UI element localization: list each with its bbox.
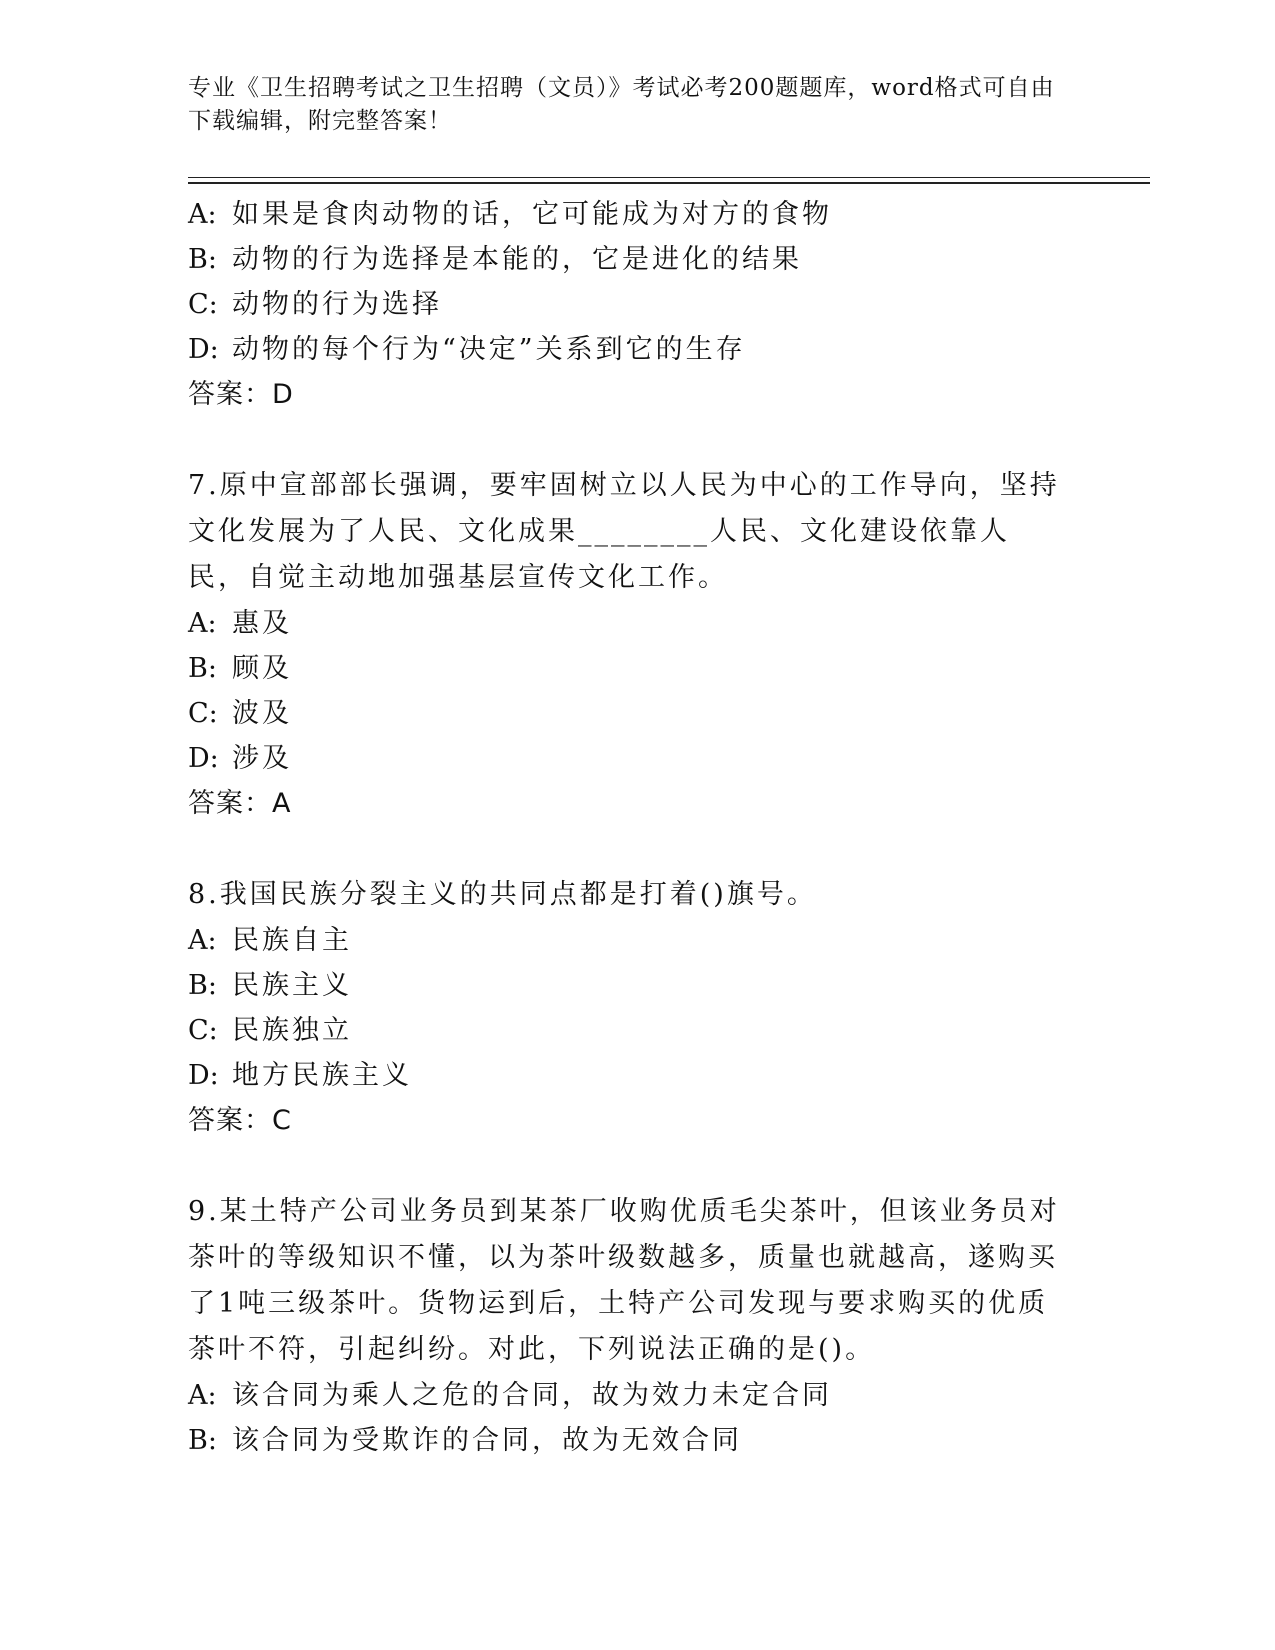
option-text: 如果是食肉动物的话，它可能成为对方的食物 (232, 199, 832, 230)
option-letter: B: (188, 1425, 217, 1456)
header-rule-thin (188, 177, 1150, 178)
option-text: 民族主义 (232, 970, 352, 1001)
question-7 (188, 463, 1068, 826)
option-a (188, 918, 1068, 963)
option-a (188, 192, 1068, 237)
answer-line: 答案：A (188, 788, 292, 819)
option-b (188, 237, 1068, 282)
option-b (188, 1418, 1068, 1463)
question-6 (188, 192, 1068, 417)
option-c (188, 282, 1068, 327)
option-letter: A: (188, 608, 217, 639)
option-d (188, 736, 1068, 781)
option-b (188, 646, 1068, 691)
option-text: 动物的行为选择 (232, 289, 442, 320)
question-stem: 7.原中宣部部长强调，要牢固树立以人民为中心的工作导向，坚持文化发展为了人民、文化成果________人民、文化建设依靠人民，自觉主动地加强基层宣传文化工作。 (188, 470, 1060, 593)
answer-line: 答案：C (188, 1105, 292, 1136)
option-letter: A: (188, 1380, 217, 1411)
document-header: 专业《卫生招聘考试之卫生招聘（文员）》考试必考200题题库，word格式可自由下载编辑，附完整答案！ (188, 75, 1055, 134)
option-letter: B: (188, 970, 217, 1001)
option-a (188, 601, 1068, 646)
option-text: 该合同为受欺诈的合同，故为无效合同 (232, 1425, 742, 1456)
header-rule-thick (188, 182, 1150, 184)
option-text: 惠及 (232, 608, 292, 639)
option-text: 波及 (232, 698, 292, 729)
option-c (188, 1008, 1068, 1053)
option-letter: C: (188, 698, 218, 729)
option-d (188, 1053, 1068, 1098)
option-text: 民族独立 (232, 1015, 352, 1046)
option-text: 涉及 (232, 743, 292, 774)
option-letter: B: (188, 244, 217, 275)
option-text: 顾及 (232, 653, 292, 684)
option-text: 该合同为乘人之危的合同，故为效力未定合同 (232, 1380, 832, 1411)
option-letter: C: (188, 1015, 218, 1046)
question-8 (188, 872, 1068, 1143)
question-content (188, 192, 1068, 1463)
option-letter: A: (188, 199, 217, 230)
answer-line: 答案：D (188, 379, 294, 410)
question-9 (188, 1189, 1068, 1463)
option-letter: C: (188, 289, 218, 320)
option-text: 动物的每个行为“决定”关系到它的生存 (232, 334, 746, 365)
option-text: 地方民族主义 (232, 1060, 412, 1091)
option-b (188, 963, 1068, 1008)
question-stem: 8.我国民族分裂主义的共同点都是打着()旗号。 (188, 879, 817, 910)
option-letter: D: (188, 743, 219, 774)
option-a (188, 1373, 1068, 1418)
option-c (188, 691, 1068, 736)
option-letter: D: (188, 1060, 219, 1091)
option-letter: D: (188, 334, 219, 365)
option-text: 民族自主 (232, 925, 352, 956)
option-letter: B: (188, 653, 217, 684)
option-d (188, 327, 1068, 372)
question-stem: 9.某土特产公司业务员到某茶厂收购优质毛尖茶叶，但该业务员对茶叶的等级知识不懂，以为茶叶级数越多，质量也就越高，遂购买了1吨三级茶叶。货物运到后，土特产公司发现与要求购买的优质茶叶不符，引起纠纷。对此，下列说法正确的是()。 (188, 1196, 1060, 1365)
option-letter: A: (188, 925, 217, 956)
option-text: 动物的行为选择是本能的，它是进化的结果 (232, 244, 802, 275)
